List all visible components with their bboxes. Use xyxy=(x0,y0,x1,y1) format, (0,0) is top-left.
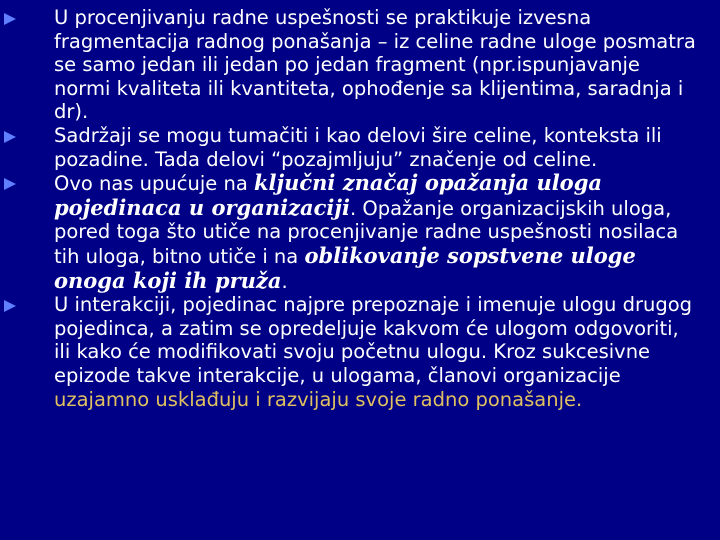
triangle-bullet-icon xyxy=(2,172,18,194)
highlight-mutual-adjustment: uzajamno usklađuju i razvijaju svoje radno ponašanje. xyxy=(54,387,583,411)
bullet-item-interaction xyxy=(0,293,720,411)
emphasis-own-role-shaping: oblikovanje sopstvene uloge onoga koji ih pruža xyxy=(54,242,636,293)
slide-body xyxy=(0,6,720,411)
triangle-bullet-icon xyxy=(2,125,18,147)
triangle-bullet-icon xyxy=(2,7,18,29)
bullet-item-fragmentation xyxy=(0,6,720,124)
emphasis-key-role-perception: ključni značaj opažanja uloga pojedinaca u organizaciji xyxy=(54,170,602,220)
bullet-item-content-context xyxy=(0,124,720,171)
bullet-text: U interakciji, pojedinac najpre prepoznaje i imenuje ulogu drugog pojedinca, a zatim se opredeljuje kakvom će ulogom odgovoriti, ili kako će modifikovati svoju početnu ulogu. Kroz sukcesivne epizode takve interakcije, u ulogama, članovi organizacije xyxy=(54,293,693,387)
bullet-item-role-perception xyxy=(0,171,720,293)
bullet-text: . xyxy=(281,269,288,293)
bullet-text: U procenjivanju radne uspešnosti se praktikuje izvesna fragmentacija radnog ponašanja – iz celine radne uloge posmatra se samo jedan ili jedan po jedan fragment (npr.ispunjavanje normi kvaliteta ili kvantiteta, ophođenje sa klijentima, saradnja i dr). xyxy=(54,6,696,124)
triangle-bullet-icon xyxy=(2,294,18,316)
bullet-text: . Opažanje organizacijskih uloga, pored toga što utiče na procenjivanje radne uspešnosti nosilaca tih uloga, bitno utiče i na xyxy=(54,196,679,268)
bullet-text: Sadržaji se mogu tumačiti i kao delovi šire celine, konteksta ili pozadine. Tada delovi “pozajmljuju” značenje od celine. xyxy=(54,123,662,171)
bullet-text: Ovo nas upućuje na xyxy=(54,172,254,196)
